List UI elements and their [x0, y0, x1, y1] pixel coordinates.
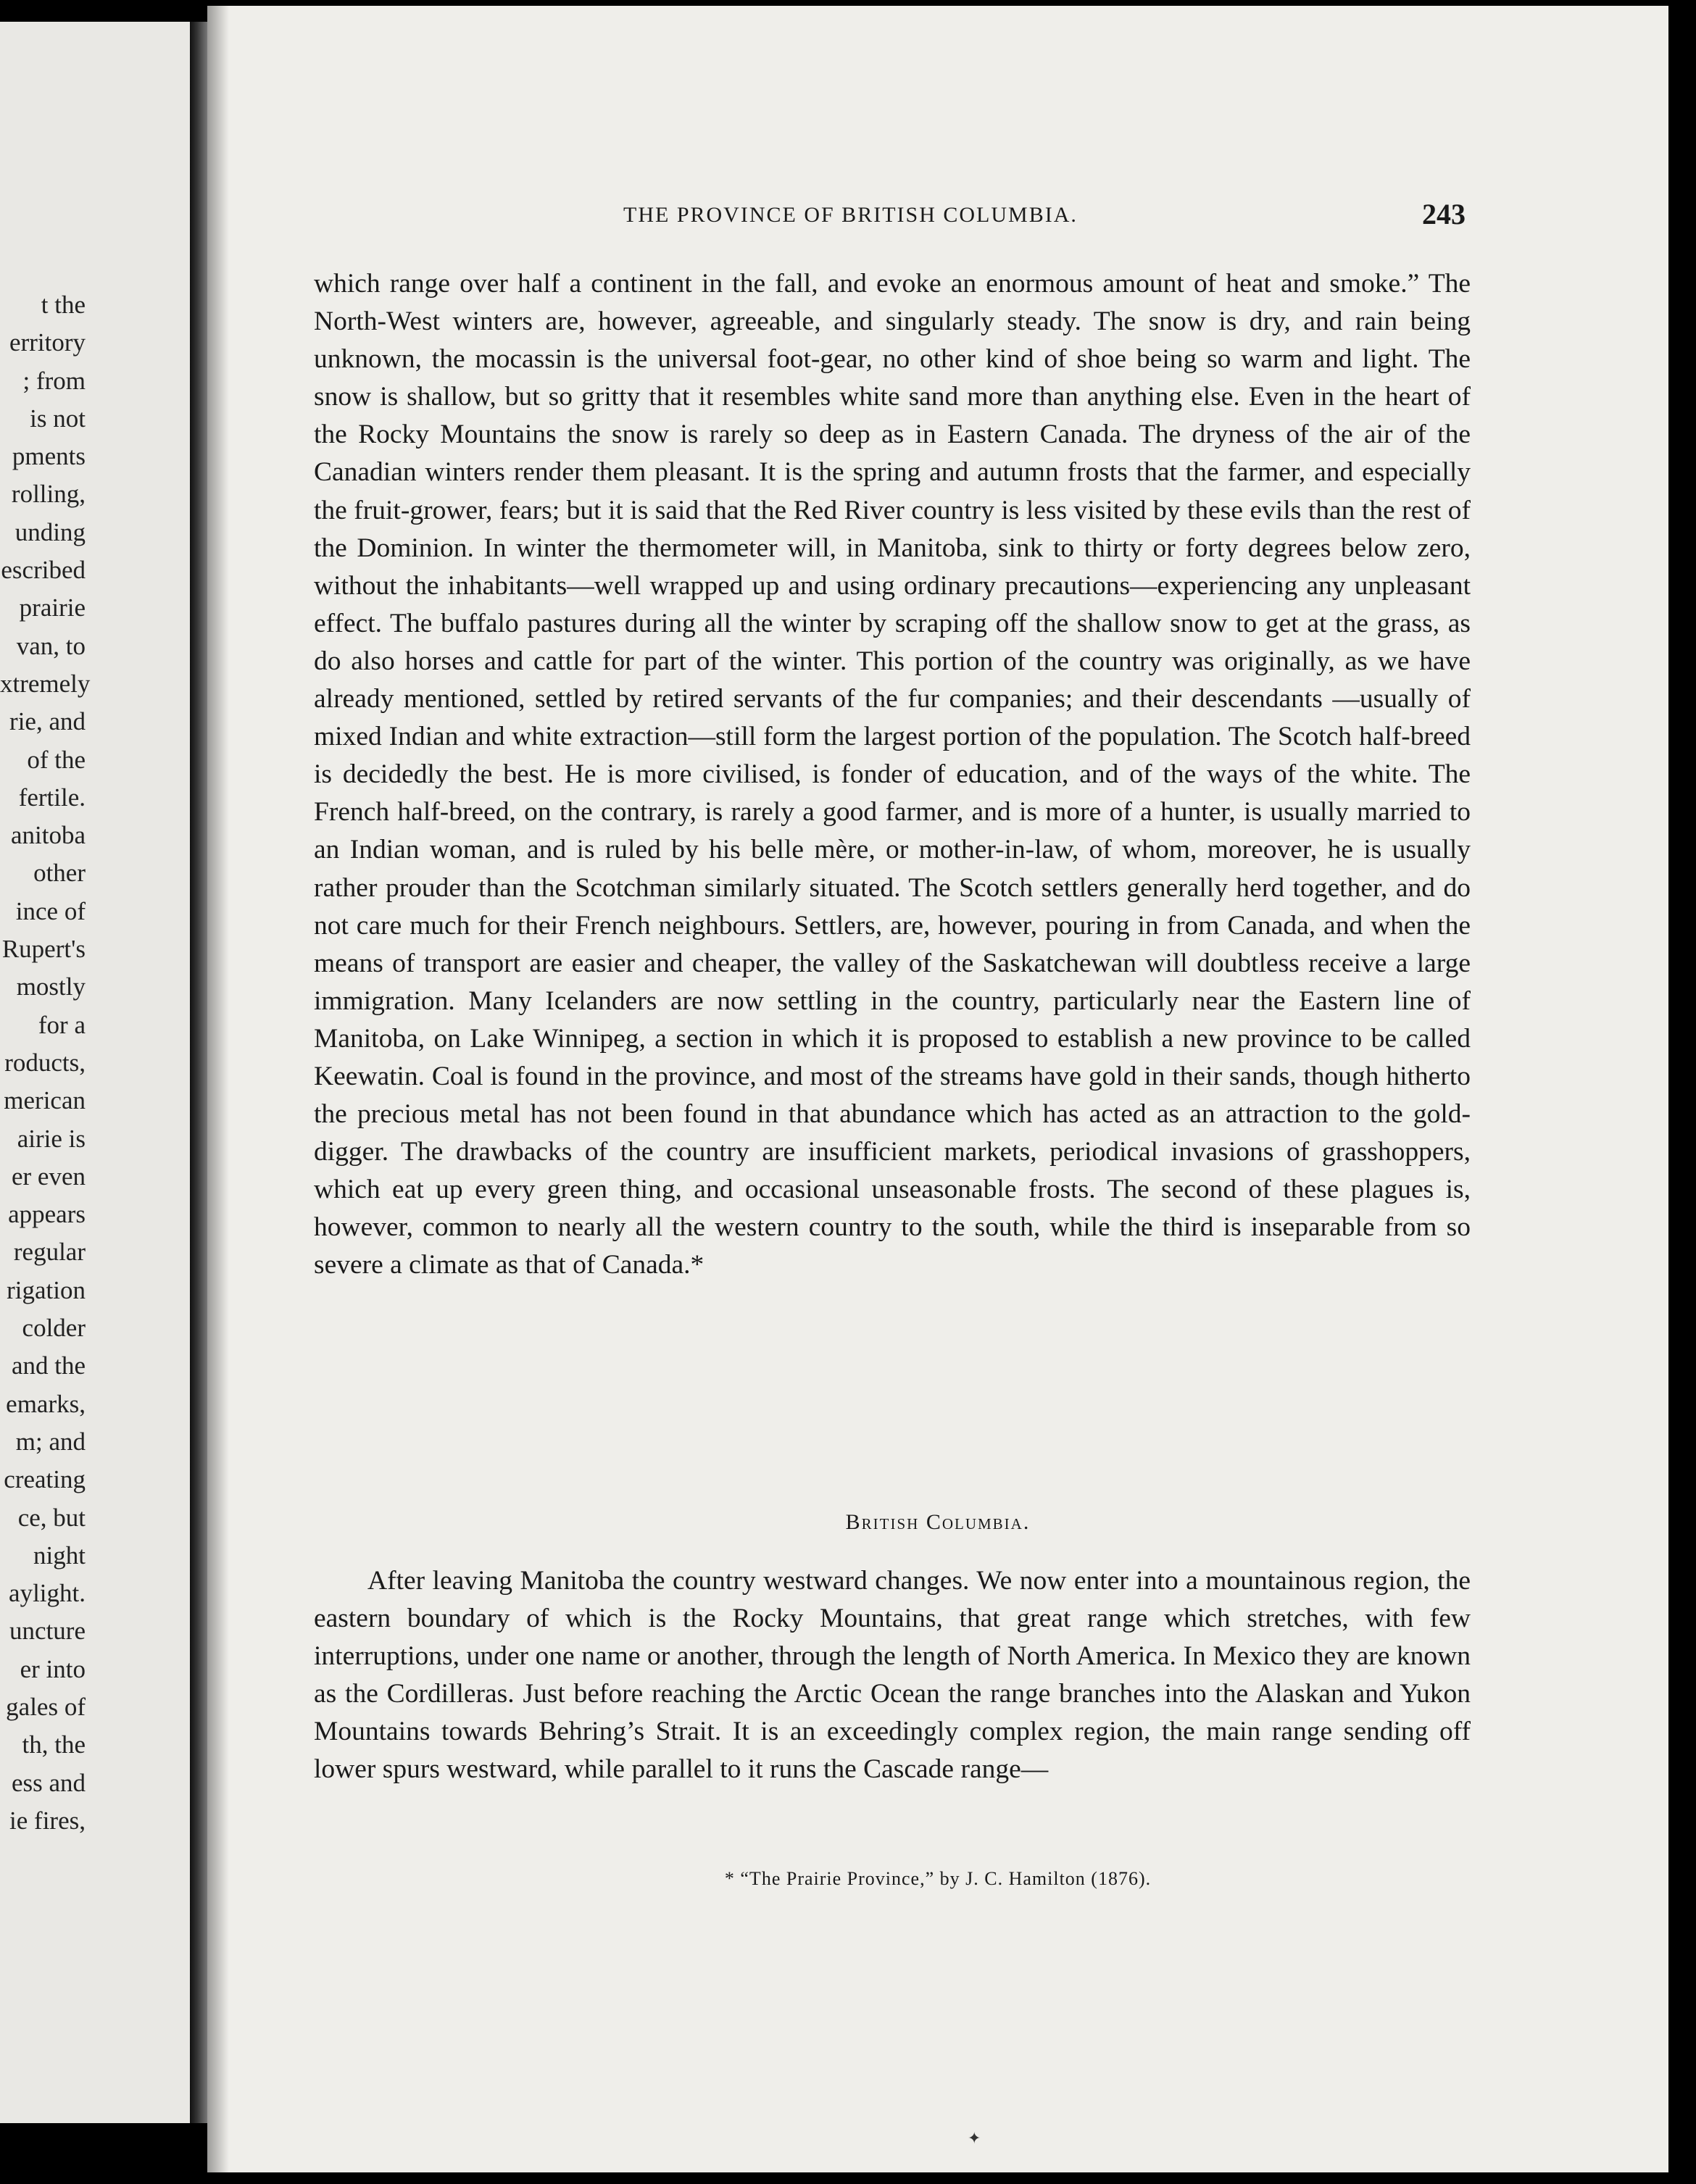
- left-page-fragment: gales of: [6, 1692, 86, 1721]
- left-page-fragment: of the: [27, 745, 86, 774]
- page-number: 243: [1422, 198, 1466, 230]
- left-page-fragment: ce, but: [17, 1503, 86, 1532]
- left-page-fragment: appears: [8, 1200, 86, 1229]
- main-paragraph: which range over half a continent in the fall, and evoke an enormous amount of heat and smoke.” The North-West winters are, however, agreeable, and singularly steady. The snow is dry, and rain being unknown, the mocassin is the universal foot-gear, no other kind of shoe being so warm and light. The snow is shallow, but so gritty that it resembles white sand more than anything else. Even in the heart of the Rocky Mountains the snow is rarely so deep as in Eastern Canada. The dryness of the air of the Canadian winters render them pleasant. It is the spring and autumn frosts that the farmer, and especially the fruit-grower, fears; but it is said that the Red River country is less visited by these evils than the rest of the Dominion. In winter the thermometer will, in Manitoba, sink to thirty or forty degrees below zero, without the inhabitants—well wrapped up and using ordinary precautions—experiencing any unpleasant effect. The buffalo pastures during all the winter by scraping off the shallow snow to get at the grass, as do also horses and cattle for part of the winter. This portion of the country was originally, as we have already mentioned, settled by retired servants of the fur companies; and their descendants —usually of mixed Indian and white extraction—still form the largest portion of the population. The Scotch half-breed is decidedly the best. He is more civilised, is fonder of education, and of the ways of the white. The French half-breed, on the contrary, is rarely a good farmer, and is more of a hunter, is usually married to an Indian woman, and is ruled by his belle mère, or mother-in-law, of whom, moreover, he is usually rather prouder than the Scotchman similarly situated. The Scotch settlers generally herd together, and do not care much for their French neighbours. Settlers, are, however, pouring in from Canada, and when the means of transport are easier and cheaper, the valley of the Saskatchewan will doubtless receive a large immigration. Many Icelanders are now settling in the country, particularly near the Eastern line of Manitoba, on Lake Winnipeg, a section in which it is proposed to establish a new province to be called Keewatin. Coal is found in the province, and most of the streams have gold in their sands, though hitherto the precious metal has not been found in that abundance which has acted as an attraction to the gold-digger. The drawbacks of the country are insufficient markets, periodical invasions of grasshoppers, which eat up every green thing, and occasional unseasonable frosts. The second of these plagues is, however, common to nearly all the western country to the south, while the third is inseparable from so severe a climate as that of Canada.*: [314, 269, 1471, 1280]
- left-page-fragment: merican: [4, 1086, 86, 1115]
- left-page-fragment: rigation: [7, 1275, 86, 1304]
- left-page-fragment: t the: [41, 291, 86, 319]
- left-page-fragment: anitoba: [10, 821, 86, 850]
- left-page-fragment: night: [33, 1541, 86, 1570]
- gutter-shadow: [207, 6, 229, 2172]
- left-page-fragment: th, the: [22, 1730, 86, 1759]
- left-page-fragment: rie, and: [9, 707, 86, 736]
- left-page-fragment: uncture: [9, 1617, 86, 1646]
- left-page-fragment: creating: [4, 1465, 86, 1494]
- left-page-fragment: er into: [20, 1654, 86, 1683]
- left-page-fragment: rolling,: [11, 480, 86, 509]
- section-paragraph: After leaving Manitoba the country westward changes. We now enter into a mountainous region, the eastern boundary of which is the Rocky Mountains, that great range which stretches, with few interruptions, under one name or another, through the length of North America. In Mexico they are known as the Cordilleras. Just before reaching the Arctic Ocean the range branches into the Alaskan and Yukon Mountains towards Behring’s Strait. It is an exceedingly complex region, the main range sending off lower spurs westward, while parallel to it runs the Cascade range—: [314, 1566, 1471, 1785]
- left-page-fragment: Rupert's: [1, 935, 86, 964]
- left-page-fragment: unding: [14, 517, 86, 546]
- left-page-fragment: fertile.: [18, 783, 86, 812]
- left-page-fragment: escribed: [1, 556, 86, 585]
- left-page-fragment: m; and: [15, 1427, 86, 1456]
- left-page-text-fragments: [0, 286, 91, 1840]
- left-page-fragment: airie is: [17, 1124, 86, 1153]
- section-heading: British Columbia.: [845, 1510, 1031, 1534]
- book-gutter: [190, 22, 207, 2123]
- left-page-fragment: pments: [12, 442, 86, 471]
- main-text-block: [314, 265, 1471, 1285]
- left-page: [0, 22, 190, 2123]
- left-page-fragment: ie fires,: [9, 1806, 86, 1835]
- left-page-fragment: roducts,: [4, 1048, 86, 1077]
- running-title: THE PROVINCE OF BRITISH COLUMBIA.: [623, 203, 1078, 227]
- left-page-fragment: regular: [13, 1238, 86, 1267]
- left-page-fragment: ince of: [15, 896, 86, 925]
- left-page-fragment: er even: [11, 1162, 86, 1191]
- left-page-fragment: emarks,: [6, 1389, 86, 1418]
- left-page-fragment: other: [33, 859, 86, 888]
- left-page-fragment: ess and: [11, 1768, 86, 1797]
- right-page: [207, 6, 1668, 2172]
- left-page-fragment: ; from: [22, 366, 86, 395]
- section-text-block: [314, 1562, 1471, 1789]
- scan-speck: ✦: [968, 2129, 981, 2147]
- left-page-fragment: van, to: [16, 631, 86, 660]
- left-page-fragment: and the: [11, 1351, 86, 1380]
- left-page-fragment: for a: [38, 1010, 86, 1039]
- left-page-fragment: mostly: [16, 972, 86, 1001]
- footnote: * “The Prairie Province,” by J. C. Hamilton (1876).: [724, 1868, 1152, 1889]
- left-page-fragment: colder: [22, 1314, 86, 1343]
- left-page-fragment: aylight.: [9, 1579, 86, 1608]
- left-page-fragment: xtremely: [0, 669, 91, 698]
- left-page-fragment: erritory: [9, 328, 86, 357]
- left-page-fragment: is not: [30, 404, 86, 433]
- left-page-fragment: prairie: [19, 593, 86, 622]
